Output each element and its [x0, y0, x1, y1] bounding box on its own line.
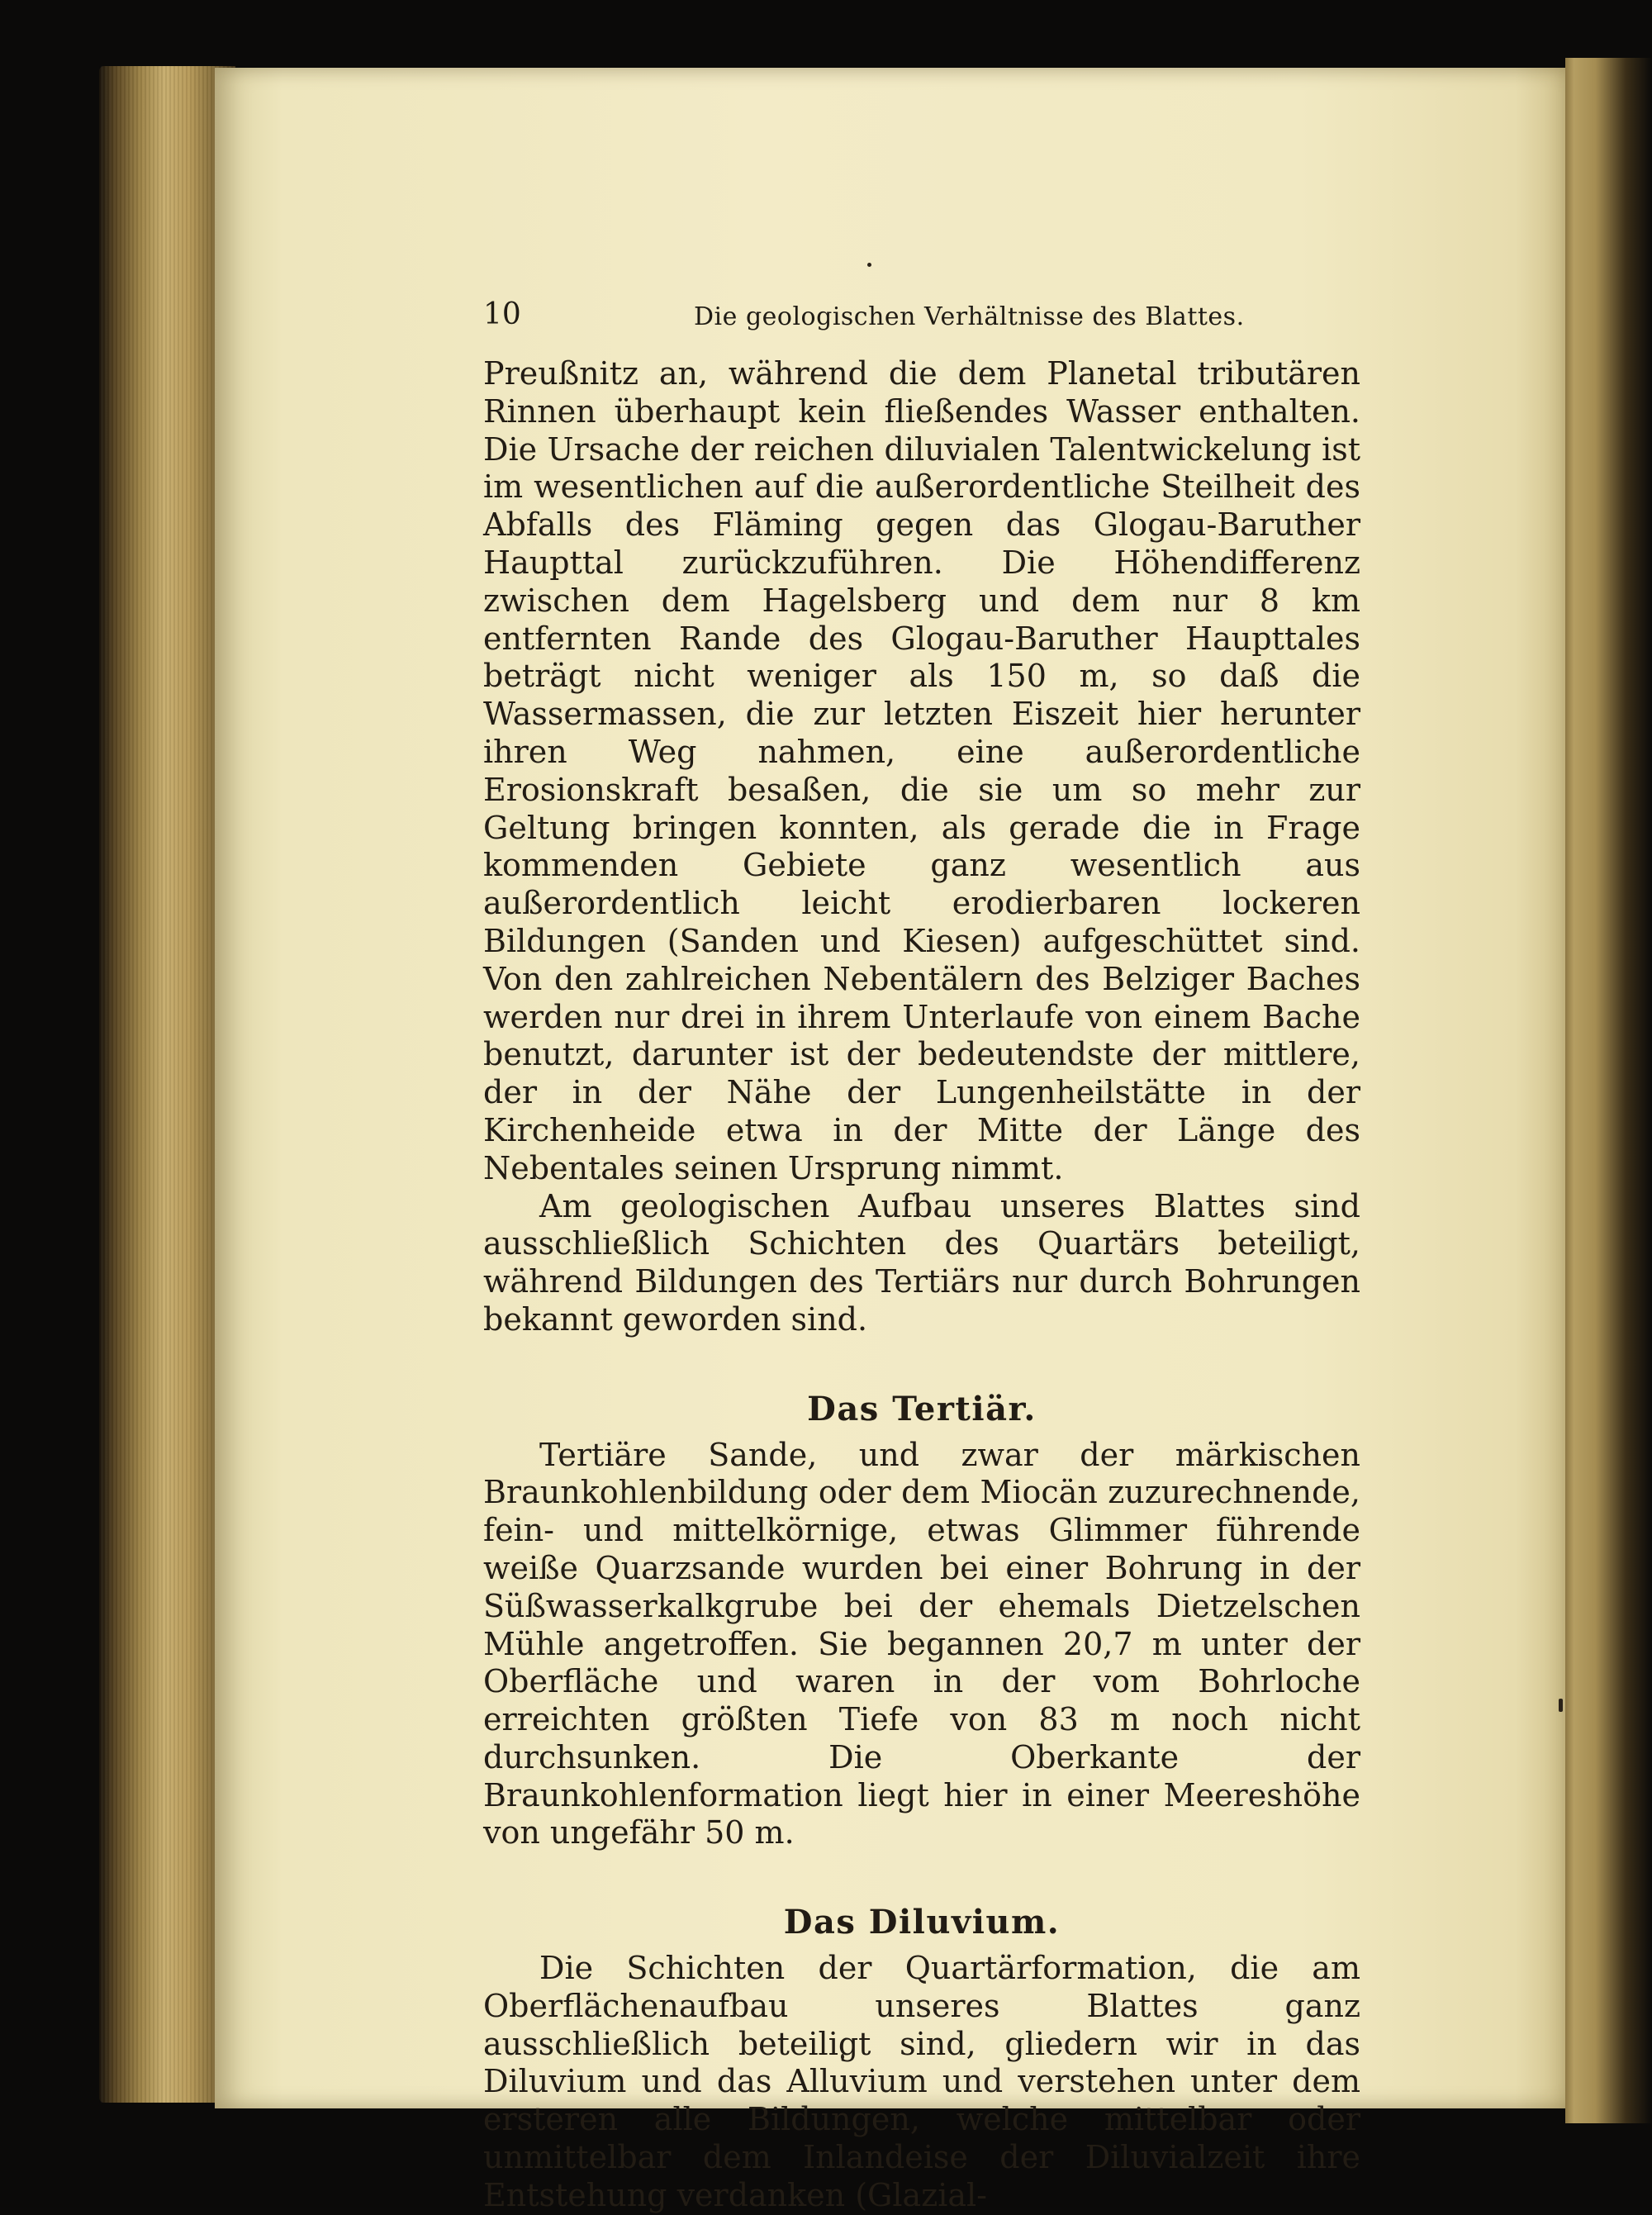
- paragraph-geologic-structure: Am geologischen Aufbau unseres Blattes sind ausschließlich Schichten des Quartärs beteiligt, während Bildungen des Tertiärs nur durch Bohrungen bekannt geworden sind.: [483, 1187, 1360, 1338]
- running-title: Die geologischen Verhältnisse des Blattes.: [694, 302, 1245, 331]
- paper-speck: [1559, 1699, 1563, 1712]
- section-text-diluvium: Die Schichten der Quartärformation, die am Oberflächenaufbau unseres Blattes ganz ausschließlich beteiligt sind, gliedern wir in das Diluvium und das Alluvium und verstehen unter dem ersteren alle Bildungen, welche mittelbar oder unmittelbar dem Inlandeise der Diluvialzeit ihre Entstehung verdanken (Glazial-: [483, 1950, 1360, 2213]
- page-number: 10: [483, 297, 521, 331]
- paper-speck: [867, 263, 871, 267]
- page-body: [483, 355, 1360, 2215]
- section-heading-tertiaer: Das Tertiär.: [807, 1389, 1037, 1428]
- facing-page-edge: [1565, 58, 1652, 2123]
- section-heading-diluvium: Das Diluvium.: [783, 1903, 1061, 1942]
- page-header: [483, 297, 1367, 339]
- section-text-tertiaer: Tertiäre Sande, und zwar der märkischen Braunkohlenbildung oder dem Miocän zuzurechnende, fein- und mittelkörnige, etwas Glimmer führende weiße Quarzsande wurden bei einer Bohrung in der Süßwasserkalkgrube bei der ehemals Dietzelschen Mühle angetroffen. Sie begannen 20,7 m unter der Oberfläche und waren in der vom Bohrloche erreichten größten Tiefe von 83 m noch nicht durchsunken. Die Oberkante der Braunkohlenformation liegt hier in einer Meereshöhe von ungefähr 50 m.: [483, 1436, 1360, 1851]
- paragraph-continuation: Preußnitz an, während die dem Planetal tributären Rinnen überhaupt kein fließendes Wasser enthalten. Die Ursache der reichen diluvialen Talentwickelung ist im wesentlichen auf die außerordentliche Steilheit des Abfalls des Fläming gegen das Glogau-Baruther Haupttal zurückzuführen. Die Höhendifferenz zwischen dem Hagelsberg und dem nur 8 km entfernten Rande des Glogau-Baruther Haupttales beträgt nicht weniger als 150 m, so daß die Wassermassen, die zur letzten Eiszeit hier herunter ihren Weg nahmen, eine außerordentliche Erosionskraft besaßen, die sie um so mehr zur Geltung bringen konnten, als gerade die in Frage kommenden Gebiete ganz wesentlich aus außerordentlich leicht erodierbaren lockeren Bildungen (Sanden und Kiesen) aufgeschüttet sind. Von den zahlreichen Nebentälern des Belziger Baches werden nur drei in ihrem Unterlaufe von einem Bache benutzt, darunter ist der bedeutendste der mittlere, der in der Nähe der Lungenheilstätte in der Kirchenheide etwa in der Mitte der Länge des Nebentales seinen Ursprung nimmt.: [483, 355, 1360, 1186]
